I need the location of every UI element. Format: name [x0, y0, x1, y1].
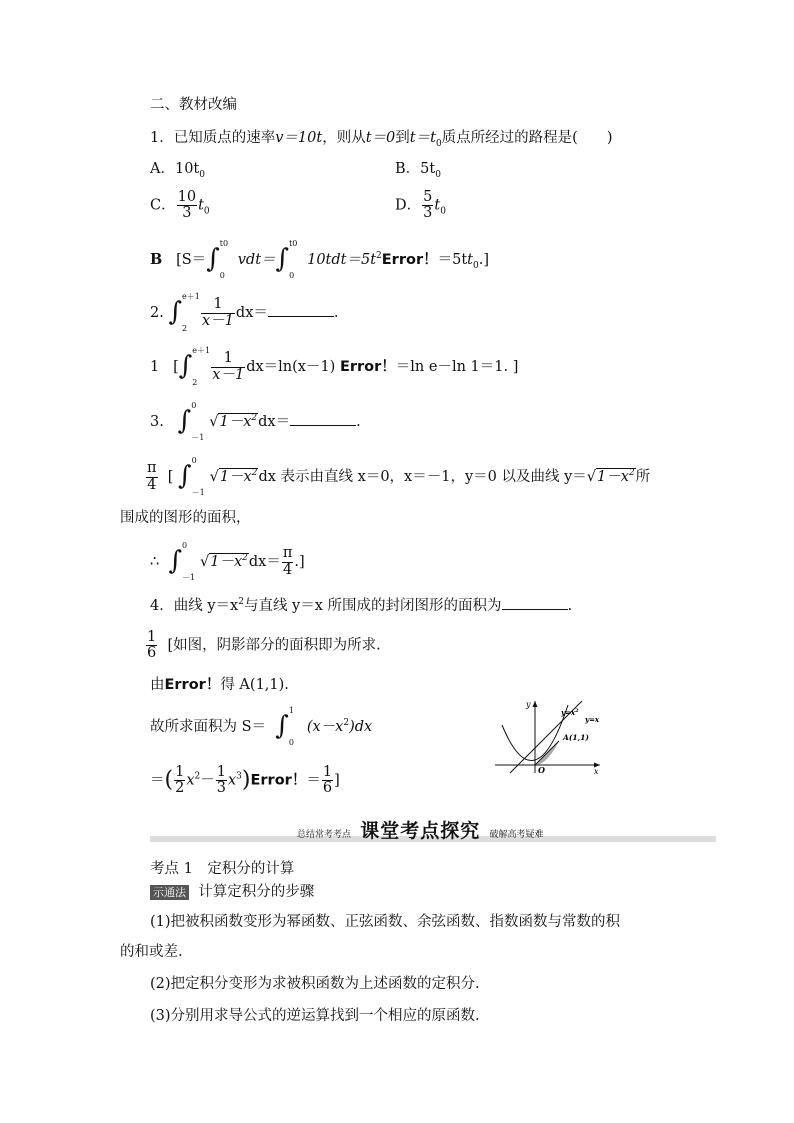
integral-sign: ∫ [275, 244, 290, 274]
answer-blank [502, 597, 568, 610]
integral-sign: ∫ [178, 351, 193, 381]
banner-right: 破解高考疑难 [489, 830, 544, 840]
kp1-step1-cont: 的和或差. [120, 944, 183, 960]
q1-stem-mid: ，则从 [322, 130, 366, 146]
parabola-line-graph [490, 695, 610, 775]
question-2: 2. ∫ e＋1 2 $\frac{1}{x-1}$ dx＝ . [150, 292, 339, 333]
kp1-step1: (1)把被积函数变形为幂函数、正弦函数、余弦函数、指数函数与常数的积 [150, 914, 621, 930]
q1-answer-letter: B [150, 251, 163, 268]
kp1-step3: (3)分别用求导公式的逆运算找到一个相应的原函数. [150, 1008, 480, 1024]
q2-answer: 1 [∫ e＋1 2 $\frac{1}{x-1}$ dx＝ln(x－1) Error！＝ln e－ln 1＝1. ] [150, 346, 519, 387]
q3-answer: $\frac{\pi}{4}$ [ ∫ 0 －1 $√1-x^2dx$ 表示由直线 x＝0，x＝－1，y＝0 以及曲线 $y=√1-x^2$所 [147, 456, 651, 497]
banner [297, 822, 543, 841]
q4-line3: 故所求面积为 S＝ ∫ 1 0 $(x-x^2)dx$ [150, 706, 373, 747]
label-curve1: $y=x^2$ [561, 708, 579, 717]
kp1-subtitle-row [150, 885, 314, 900]
banner-main: 课堂考点探究 [360, 820, 481, 842]
question-4: 4．曲线 $y=x^2$与直线 y＝x 所围成的封闭图形的面积为 . [150, 597, 573, 614]
answer-blank [290, 413, 356, 426]
q4-line4: ＝( $\frac{1}{2}$ $x^2-$ $\frac{1}{3}$ $x^3)Error$！＝ $\frac{1}{6}$ ] [150, 764, 340, 797]
question-3: 3. ∫ 0 －1 $√1-x^2dx=$ . [150, 401, 361, 442]
error-text: Error！ [339, 359, 396, 375]
kp1-step2: (2)把定积分变形为求被积函数为上述函数的定积分. [150, 976, 480, 992]
q1-option-c: C． $\frac{10}{3}$ $t_0$ [150, 189, 210, 222]
q4-line2: 由Error！得 A(1,1). [150, 677, 289, 693]
q1-option-b: B．$5t_0$ [395, 161, 441, 180]
y-axis-arrow [533, 701, 538, 707]
label-origin: O [538, 765, 545, 775]
label-point-a: A(1,1) [563, 733, 589, 742]
q1-stem-before: 1．已知质点的速率 [150, 130, 276, 146]
integral-sign: ∫ [168, 546, 182, 576]
q4-answer: $\frac{1}{6}$ [如图，阴影部分的面积即为所求. [147, 629, 381, 662]
banner-left: 总结常考考点 [297, 830, 352, 840]
kp1-title: 考点 1 定积分的计算 [150, 861, 295, 877]
integral-sign: ∫ [168, 297, 182, 327]
q1-option-d: D． $\frac{5}{3}$ $t_0$ [395, 189, 446, 222]
q3-conclusion: ∴ ∫ 0 －1 $√1-x^2dx=$ $\frac{\pi}{4}$ .] [150, 541, 305, 582]
method-tag: 示通法 [150, 885, 189, 900]
integral-sign: ∫ [178, 461, 192, 491]
q3-answer-line2: 围成的图形的面积， [120, 510, 251, 526]
q1-stem-end: 质点所经过的路程是( ) [441, 130, 613, 146]
question-1-stem [150, 131, 613, 149]
q1-answer: B [S＝∫ t0 0 vdt＝∫ t0 0 $10tdt=5t^2Error$！$=5tt_0$.] [150, 239, 490, 280]
integral-sign: ∫ [177, 406, 192, 436]
error-text: Error！ [250, 772, 307, 789]
answer-blank [268, 304, 334, 317]
q1-option-a: A．$10t_0$ [150, 161, 205, 180]
q1-v-eq: v＝10t [275, 130, 323, 146]
q1-sub: 0 [435, 138, 442, 149]
error-text: Error！ [381, 252, 438, 268]
q1-to: 到 [395, 130, 410, 146]
error-text: Error！ [164, 677, 221, 693]
q1-t-eq: t＝t [409, 130, 436, 146]
section-title: 二、教材改编 [150, 97, 237, 113]
q1-t-eq0: t＝0 [365, 130, 396, 146]
kp1-subtitle: 计算定积分的步骤 [198, 884, 315, 900]
integral-sign: ∫ [275, 711, 289, 741]
label-x: x [594, 767, 599, 775]
label-curve2: y=x [585, 715, 600, 724]
label-y: y [526, 700, 531, 709]
integral-sign: ∫ [206, 244, 220, 274]
